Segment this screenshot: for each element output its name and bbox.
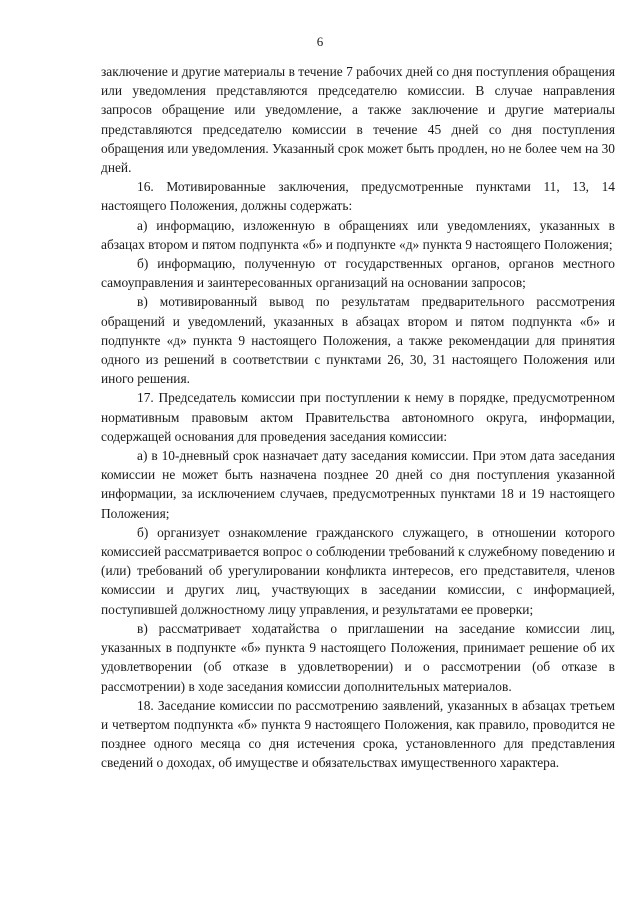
paragraph-item-17-b: б) организует ознакомление гражданского служащего, в отношении которого комиссией рассматривается вопрос о соблюдении требований к служебному поведению и (или) требований об урегулировании конфликта интересов, его представителя, членов комиссии и других лиц, участвующих в заседании комиссии, с информацией, поступившей должностному лицу управления, и результатами ее проверки; [101,524,615,617]
paragraph-continuation: заключение и другие материалы в течение 7 рабочих дней со дня поступления обращения или уведомления представляются председателю комиссии. В случае направления запросов обращение или уведомление, а также заключение и другие материалы представляются председателю комиссии в течение 45 дней со дня поступления обращения или уведомления. Указанный срок может быть продлен, но не более чем на 30 дней. [101,64,615,176]
paragraph-item-17-a: а) в 10-дневный срок назначает дату заседания комиссии. При этом дата заседания комиссии не может быть назначена позднее 20 дней со дня поступления указанной информации, за исключением случаев, предусмотренных пунктами 18 и 19 настоящего Положения; [101,448,615,521]
paragraph-item-17-v: в) рассматривает ходатайства о приглашении на заседание комиссии лиц, указанных в подпункте «б» пункта 9 настоящего Положения, принимает решение об их удовлетворении (об отказе в удовлетворении) и о рассмотрении (об отказе в рассмотрении) в ходе заседания комиссии дополнительных материалов. [101,620,615,694]
paragraph-item-16-v: в) мотивированный вывод по результатам предварительного рассмотрения обращений и уведомлений, указанных в абзацах втором и пятом подпункта «б» и подпункте «д» пункта 9 настоящего Положения, а также рекомендации для принятия одного из решений в соответствии с пунктами 26, 30, 31 настоящего Положения или иного решения. [101,294,615,387]
paragraph-item-17: 17. Председатель комиссии при поступлении к нему в порядке, предусмотренном нормативным правовым актом Правительства автономного округа, информации, содержащей основания для проведения заседания комиссии: [101,390,615,444]
document-body [101,62,615,773]
paragraph-item-16-b: б) информацию, полученную от государственных органов, органов местного самоуправления и заинтересованных организаций на основании запросов; [101,256,615,291]
page-number: 6 [316,34,324,49]
paragraph-item-16-a: а) информацию, изложенную в обращениях или уведомлениях, указанных в абзацах втором и пятом подпункта «б» и подпункте «д» пункта 9 настоящего Положения; [101,217,615,252]
paragraph-item-16: 16. Мотивированные заключения, предусмотренные пунктами 11, 13, 14 настоящего Положения, должны содержать: [101,179,615,214]
paragraph-item-18: 18. Заседание комиссии по рассмотрению заявлений, указанных в абзацах третьем и четвертом подпункта «б» пункта 9 настоящего Положения, как правило, проводится не позднее одного месяца со дня истечения срока, установленного для представления сведений о доходах, об имуществе и обязательствах имущественного характера. [101,697,615,771]
